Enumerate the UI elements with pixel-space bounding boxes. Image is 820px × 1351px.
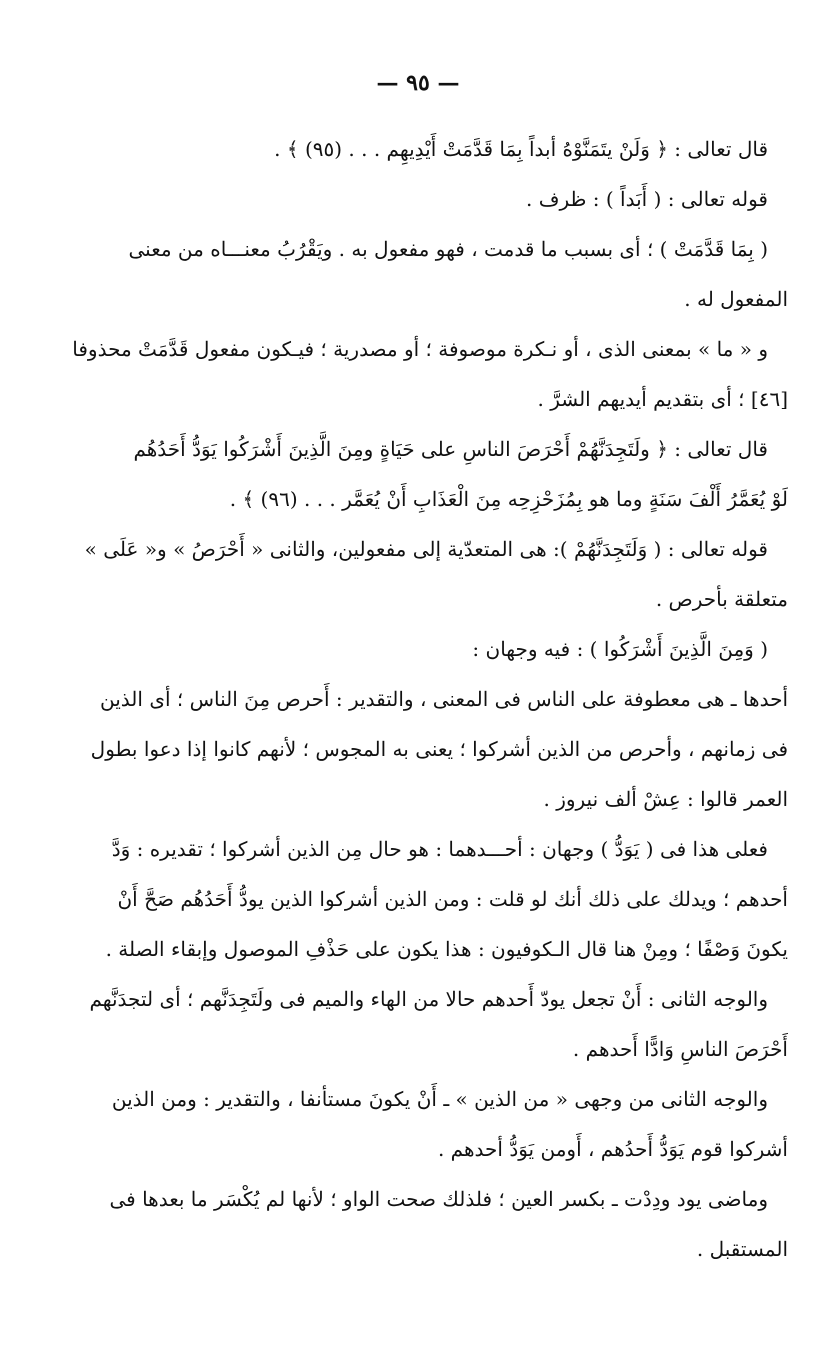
text-line: والوجه الثانى من وجهى « من الذين » ـ أَنْ يكونَ مستأنفا ، والتقدير : ومن الذين bbox=[111, 1087, 768, 1111]
book-page bbox=[48, 70, 788, 1274]
text-line: أَحْرَصَ الناسِ وَادًّا أَحدهم . bbox=[572, 1037, 788, 1061]
text-line: ( وَمِنَ الَّذِينَ أَشْرَكُوا ) : فيه وجهان : bbox=[472, 637, 768, 661]
text-line: المستقبل . bbox=[696, 1237, 788, 1261]
text-line: أشركوا قوم يَوَدُّ أَحدُهم ، أَومن يَوَدُّ أحدهم . bbox=[437, 1137, 788, 1161]
text-line: [٤٦] ؛ أى بتقديم أيديهم الشرَّ . bbox=[537, 387, 788, 411]
text-line: والوجه الثانى : أَنْ تجعل يودّ أَحدهم حالا من الهاء والميم فى ولَتَجِدَنَّهم ؛ أى لتجدَنَّهم bbox=[89, 987, 768, 1011]
text-line: متعلقة بأحرص . bbox=[655, 587, 788, 611]
text-line: قوله تعالى : ( وَلَتَجِدَنَّهُمْ ): هى المتعدّية إلى مفعولين، والثانى « أَحْرَصُ » و« عَلَى » bbox=[84, 537, 768, 561]
text-line: ( بِمَا قَدَّمَتْ ) ؛ أى بسبب ما قدمت ، فهو مفعول به . ويَقْرُبُ معنـــاه من معنى bbox=[128, 237, 768, 261]
verse-95: قال تعالى : ﴿ وَلَنْ يتَمَنَّوْهُ أبداً بِمَا قَدَّمَتْ أَيْدِيهِم . . . (٩٥) ﴾ . bbox=[274, 137, 768, 161]
text-line: أحدها ـ هى معطوفة على الناس فى المعنى ، والتقدير : أَحرص مِنَ الناس ؛ أى الذين bbox=[100, 687, 788, 711]
page-number: — ٩٥ — bbox=[376, 70, 460, 96]
text-line: أحدهم ؛ ويدلك على ذلك أنك لو قلت : ومن الذين أشركوا الذين يودُّ أَحَدُهُم صَحَّ أَنْ bbox=[117, 887, 788, 911]
text-line: المفعول له . bbox=[684, 287, 788, 311]
text-line: العمر قالوا : عِشْ ألف نيروز . bbox=[543, 787, 788, 811]
text-line: فعلى هذا فى ( يَوَدُّ ) وجهان : أحـــدهما : هو حال مِن الذين أشركوا ؛ تقديره : وَدَّ bbox=[111, 837, 768, 861]
text-line: قوله تعالى : ( أَبَداً ) : ظرف . bbox=[526, 187, 768, 211]
text-line: وماضى يود ودِدْت ـ بكسر العين ؛ فلذلك صحت الواو ؛ لأنها لم يُكْسَر ما بعدها فى bbox=[109, 1187, 768, 1211]
text-line: فى زمانهم ، وأحرص من الذين أشركوا ؛ يعنى به المجوس ؛ لأنهم كانوا إذا دعوا بطول bbox=[90, 737, 788, 761]
text-line: يكونَ وَصْفًا ؛ ومِنْ هنا قال الـكوفيون : هذا يكون على حَذْفِ الموصول وإبقاء الصلة . bbox=[105, 937, 788, 961]
verse-96-line-1: قال تعالى : ﴿ ولَتَجِدَنَّهُمْ أَحْرَصَ الناسِ على حَيَاةٍ ومِنَ الَّذِينَ أَشْرَكُوا يَوَدُّ أَحَدُهُم bbox=[133, 437, 768, 461]
text-line: و « ما » بمعنى الذى ، أو نـكرة موصوفة ؛ أو مصدرية ؛ فيـكون مفعول قَدَّمَتْ محذوفا bbox=[72, 337, 768, 361]
verse-96-line-2: لَوْ يُعَمَّرُ أَلْفَ سَنَةٍ وما هو بِمُزَحْزِحِه مِنَ الْعَذَابِ أَنْ يُعَمَّر . . . (٩٦) ﴾ . bbox=[229, 487, 788, 511]
